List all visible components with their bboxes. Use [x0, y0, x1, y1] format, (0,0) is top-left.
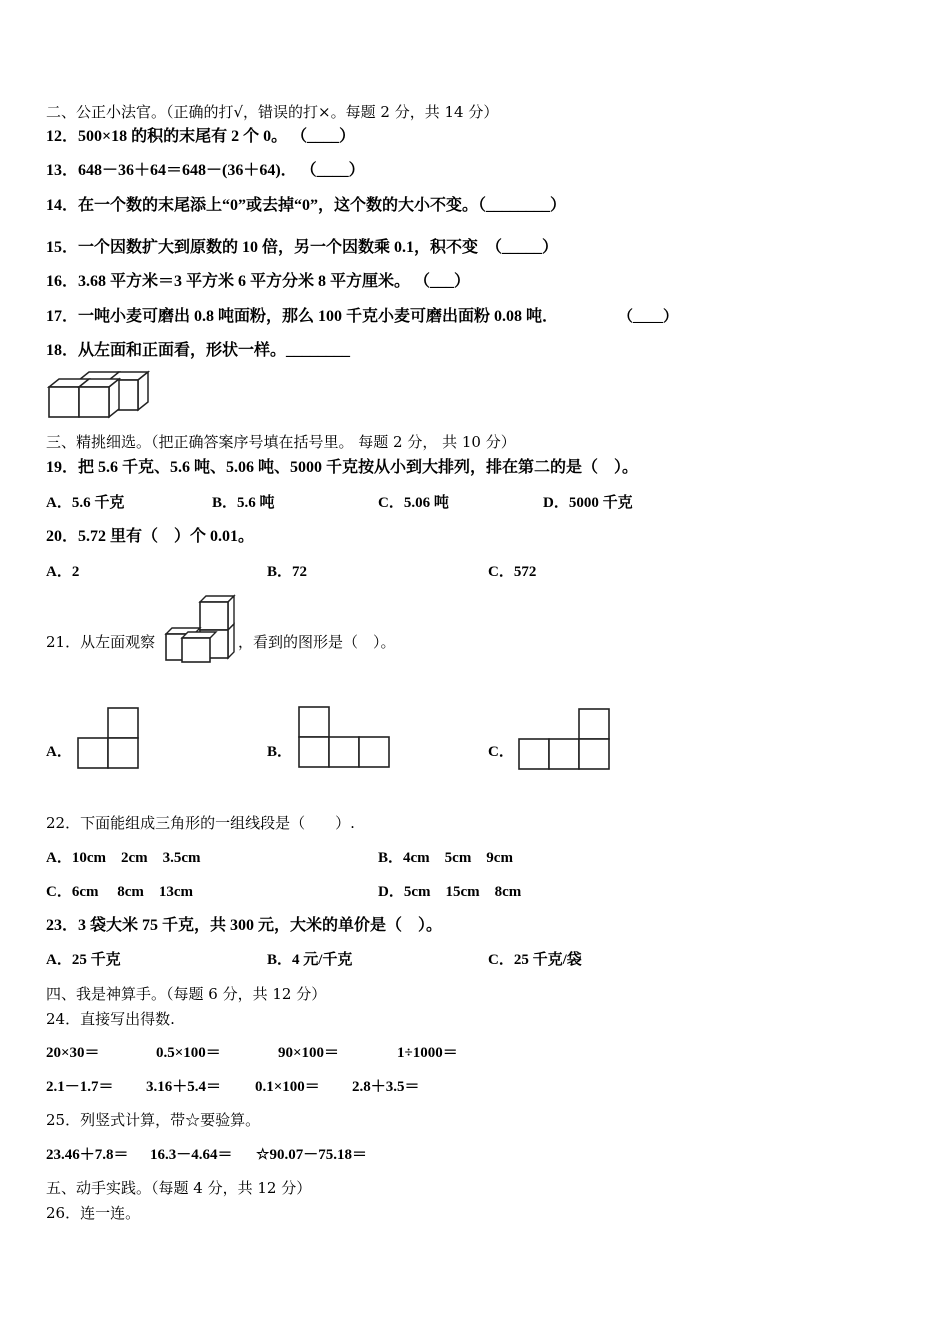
question-23: 23．3 袋大米 75 千克，共 300 元，大米的单价是（ ）。: [46, 917, 443, 934]
q25-item: 23.46＋7.8＝: [46, 1147, 129, 1163]
question-17: 17．一吨小麦可磨出 0.8 吨面粉，那么 100 千克小麦可磨出面粉 0.08 吨．: [46, 308, 559, 325]
q21-option-a-figure[interactable]: [76, 706, 142, 772]
q25-item: 16.3－4.64＝: [150, 1147, 233, 1163]
q22-option-b[interactable]: B．4cm 5cm 9cm: [378, 850, 513, 866]
q20-option-b[interactable]: B．72: [267, 564, 308, 580]
question-16: 16．3.68 平方米＝3 平方米 6 平方分米 8 平方厘米。 （___）: [46, 273, 471, 290]
question-15: 15．一个因数扩大到原数的 10 倍，另一个因数乘 0.1，积不变 （_____）: [46, 239, 559, 256]
q18-cubes-figure: [46, 368, 152, 420]
q22-option-a[interactable]: A．10cm 2cm 3.5cm: [46, 850, 201, 866]
q24-item: 0.1×100＝: [255, 1079, 320, 1095]
q24-item: 0.5×100＝: [156, 1045, 221, 1061]
section3-header: 三、精挑细选。（把正确答案序号填在括号里。 每题 2 分， 共 10 分）: [46, 433, 516, 451]
q19-option-c[interactable]: C．5.06 吨: [378, 495, 449, 511]
q21-cubes-figure: [164, 594, 240, 664]
q24-item: 1÷1000＝: [397, 1045, 458, 1061]
q21-option-a[interactable]: A．: [46, 744, 72, 760]
q24-item: 2.8＋3.5＝: [352, 1079, 420, 1095]
question-12: 12．500×18 的积的末尾有 2 个 0。 （____）: [46, 128, 356, 145]
q22-option-c[interactable]: C．6cm 8cm 13cm: [46, 884, 194, 900]
question-26: 26．连一连。: [46, 1204, 141, 1222]
q21-option-c[interactable]: C．: [488, 744, 514, 760]
q23-option-c[interactable]: C．25 千克/袋: [488, 952, 582, 968]
q22-option-d[interactable]: D．5cm 15cm 8cm: [378, 884, 522, 900]
q19-option-a[interactable]: A．5.6 千克: [46, 495, 125, 511]
q25-item: ☆90.07－75.18＝: [256, 1147, 367, 1163]
question-13: 13．648－36＋64＝648－(36＋64)． （____）: [46, 162, 365, 179]
q21-option-b[interactable]: B．: [267, 744, 293, 760]
q19-option-d[interactable]: D．5000 千克: [543, 495, 633, 511]
q23-option-b[interactable]: B．4 元/千克: [267, 952, 353, 968]
q24-item: 2.1－1.7＝: [46, 1079, 114, 1095]
question-19: 19．把 5.6 千克、5.6 吨、5.06 吨、5000 千克按从小到大排列，排在第二的是（ ）。: [46, 459, 639, 476]
q23-option-a[interactable]: A．25 千克: [46, 952, 121, 968]
section4-header: 四、我是神算手。（每题 6 分，共 12 分）: [46, 985, 327, 1003]
question-24: 24．直接写出得数.: [46, 1010, 175, 1028]
q20-option-c[interactable]: C．572: [488, 564, 537, 580]
q24-item: 3.16＋5.4＝: [146, 1079, 222, 1095]
section2-header: 二、公正小法官。（正确的打√，错误的打×。每题 2 分，共 14 分）: [46, 103, 499, 121]
question-21-prefix: 21．从左面观察: [46, 633, 156, 651]
cube-front-mid: [79, 379, 119, 417]
question-14: 14．在一个数的末尾添上“0”或去掉“0”，这个数的大小不变。（________）: [46, 197, 567, 214]
cube-top-stack: [200, 596, 234, 630]
question-25: 25．列竖式计算，带☆要验算。: [46, 1111, 261, 1129]
question-17-blank: （____）: [618, 309, 679, 325]
q24-item: 90×100＝: [278, 1045, 340, 1061]
q24-item: 20×30＝: [46, 1045, 100, 1061]
question-20: 20．5.72 里有（ ）个 0.01。: [46, 528, 255, 545]
q19-option-b[interactable]: B．5.6 吨: [212, 495, 275, 511]
q21-option-c-figure[interactable]: [517, 707, 613, 773]
question-18: 18．从左面和正面看，形状一样。________: [46, 342, 351, 359]
section5-header: 五、动手实践。（每题 4 分，共 12 分）: [46, 1179, 312, 1197]
question-21-suffix: ，看到的图形是（ ）。: [238, 633, 396, 651]
q21-option-b-figure[interactable]: [297, 705, 393, 771]
question-22: 22．下面能组成三角形的一组线段是（ ）.: [46, 814, 355, 832]
q20-option-a[interactable]: A．2: [46, 564, 80, 580]
